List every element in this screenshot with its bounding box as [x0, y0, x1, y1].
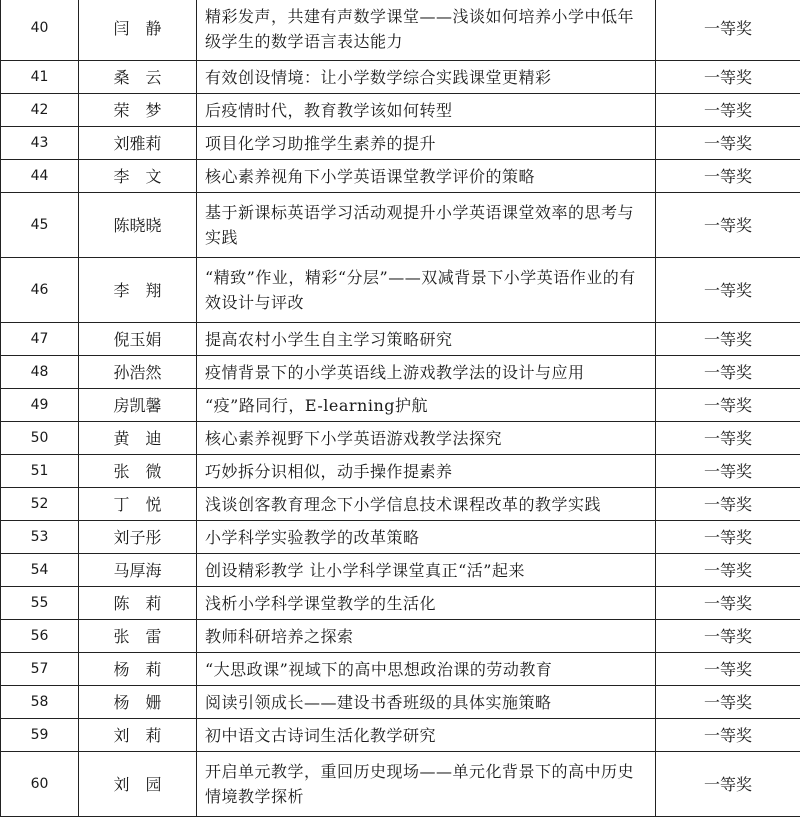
award-level-cell: 一等奖: [656, 752, 800, 817]
table-row: [1, 455, 800, 488]
row-number-cell: 40: [1, 0, 79, 61]
paper-title-cell: 开启单元教学，重回历史现场——单元化背景下的高中历史情境教学探析: [197, 752, 656, 817]
author-name-cell: 马厚海: [79, 554, 197, 587]
author-name-cell: 丁 悦: [79, 488, 197, 521]
award-level-cell: 一等奖: [656, 587, 800, 620]
row-number-cell: 43: [1, 127, 79, 160]
paper-title-cell: “大思政课”视域下的高中思想政治课的劳动教育: [197, 653, 656, 686]
author-name-cell: 桑 云: [79, 61, 197, 94]
row-number-cell: 46: [1, 258, 79, 323]
author-name-cell: 杨 姗: [79, 686, 197, 719]
author-name-cell: 刘子彤: [79, 521, 197, 554]
award-level-cell: 一等奖: [656, 160, 800, 193]
row-number-cell: 50: [1, 422, 79, 455]
author-name-cell: 张 雷: [79, 620, 197, 653]
award-level-cell: 一等奖: [656, 61, 800, 94]
table-row: [1, 0, 800, 61]
award-level-cell: 一等奖: [656, 94, 800, 127]
award-level-cell: 一等奖: [656, 620, 800, 653]
table-row: [1, 389, 800, 422]
table-row: [1, 323, 800, 356]
table-row: [1, 521, 800, 554]
row-number-cell: 51: [1, 455, 79, 488]
row-number-cell: 60: [1, 752, 79, 817]
award-level-cell: 一等奖: [656, 521, 800, 554]
author-name-cell: 李 翔: [79, 258, 197, 323]
paper-title-cell: “精致”作业，精彩“分层”——双减背景下小学英语作业的有效设计与评改: [197, 258, 656, 323]
author-name-cell: 张 微: [79, 455, 197, 488]
author-name-cell: 杨 莉: [79, 653, 197, 686]
paper-title-cell: 疫情背景下的小学英语线上游戏教学法的设计与应用: [197, 356, 656, 389]
paper-title-cell: 基于新课标英语学习活动观提升小学英语课堂效率的思考与实践: [197, 193, 656, 258]
award-level-cell: 一等奖: [656, 653, 800, 686]
author-name-cell: 孙浩然: [79, 356, 197, 389]
table-row: [1, 554, 800, 587]
row-number-cell: 44: [1, 160, 79, 193]
author-name-cell: 荣 梦: [79, 94, 197, 127]
award-level-cell: 一等奖: [656, 193, 800, 258]
table-row: [1, 193, 800, 258]
award-level-cell: 一等奖: [656, 422, 800, 455]
paper-title-cell: “疫”路同行，E-learning护航: [197, 389, 656, 422]
award-level-cell: 一等奖: [656, 686, 800, 719]
paper-title-cell: 后疫情时代，教育教学该如何转型: [197, 94, 656, 127]
row-number-cell: 48: [1, 356, 79, 389]
row-number-cell: 55: [1, 587, 79, 620]
row-number-cell: 54: [1, 554, 79, 587]
paper-title-cell: 小学科学实验教学的改革策略: [197, 521, 656, 554]
paper-title-cell: 核心素养视角下小学英语课堂教学评价的策略: [197, 160, 656, 193]
table-row: [1, 686, 800, 719]
row-number-cell: 57: [1, 653, 79, 686]
table-row: [1, 587, 800, 620]
table-row: [1, 258, 800, 323]
author-name-cell: 黄 迪: [79, 422, 197, 455]
table-row: [1, 752, 800, 817]
table-row: [1, 488, 800, 521]
row-number-cell: 45: [1, 193, 79, 258]
award-level-cell: 一等奖: [656, 389, 800, 422]
row-number-cell: 58: [1, 686, 79, 719]
author-name-cell: 房凯馨: [79, 389, 197, 422]
author-name-cell: 刘 莉: [79, 719, 197, 752]
award-level-cell: 一等奖: [656, 356, 800, 389]
table-row: [1, 127, 800, 160]
table-row: [1, 422, 800, 455]
row-number-cell: 49: [1, 389, 79, 422]
paper-title-cell: 精彩发声，共建有声数学课堂——浅谈如何培养小学中低年级学生的数学语言表达能力: [197, 0, 656, 61]
table-row: [1, 653, 800, 686]
paper-title-cell: 创设精彩教学 让小学科学课堂真正“活”起来: [197, 554, 656, 587]
table-row: [1, 719, 800, 752]
award-level-cell: 一等奖: [656, 554, 800, 587]
paper-title-cell: 教师科研培养之探索: [197, 620, 656, 653]
row-number-cell: 42: [1, 94, 79, 127]
award-level-cell: 一等奖: [656, 258, 800, 323]
award-table-body: [1, 0, 800, 817]
paper-title-cell: 阅读引领成长——建设书香班级的具体实施策略: [197, 686, 656, 719]
award-level-cell: 一等奖: [656, 719, 800, 752]
table-row: [1, 61, 800, 94]
row-number-cell: 56: [1, 620, 79, 653]
paper-title-cell: 有效创设情境：让小学数学综合实践课堂更精彩: [197, 61, 656, 94]
row-number-cell: 53: [1, 521, 79, 554]
author-name-cell: 闫 静: [79, 0, 197, 61]
table-row: [1, 620, 800, 653]
paper-title-cell: 巧妙拆分识相似，动手操作提素养: [197, 455, 656, 488]
row-number-cell: 59: [1, 719, 79, 752]
table-row: [1, 160, 800, 193]
paper-title-cell: 浅谈创客教育理念下小学信息技术课程改革的教学实践: [197, 488, 656, 521]
author-name-cell: 李 文: [79, 160, 197, 193]
paper-title-cell: 核心素养视野下小学英语游戏教学法探究: [197, 422, 656, 455]
paper-title-cell: 项目化学习助推学生素养的提升: [197, 127, 656, 160]
award-level-cell: 一等奖: [656, 323, 800, 356]
award-level-cell: 一等奖: [656, 0, 800, 61]
paper-title-cell: 提高农村小学生自主学习策略研究: [197, 323, 656, 356]
row-number-cell: 52: [1, 488, 79, 521]
row-number-cell: 41: [1, 61, 79, 94]
paper-title-cell: 初中语文古诗词生活化教学研究: [197, 719, 656, 752]
award-level-cell: 一等奖: [656, 488, 800, 521]
award-level-cell: 一等奖: [656, 455, 800, 488]
author-name-cell: 陈 莉: [79, 587, 197, 620]
author-name-cell: 陈晓晓: [79, 193, 197, 258]
author-name-cell: 刘雅莉: [79, 127, 197, 160]
paper-title-cell: 浅析小学科学课堂教学的生活化: [197, 587, 656, 620]
table-row: [1, 94, 800, 127]
award-level-cell: 一等奖: [656, 127, 800, 160]
author-name-cell: 刘 园: [79, 752, 197, 817]
author-name-cell: 倪玉娟: [79, 323, 197, 356]
row-number-cell: 47: [1, 323, 79, 356]
table-row: [1, 356, 800, 389]
